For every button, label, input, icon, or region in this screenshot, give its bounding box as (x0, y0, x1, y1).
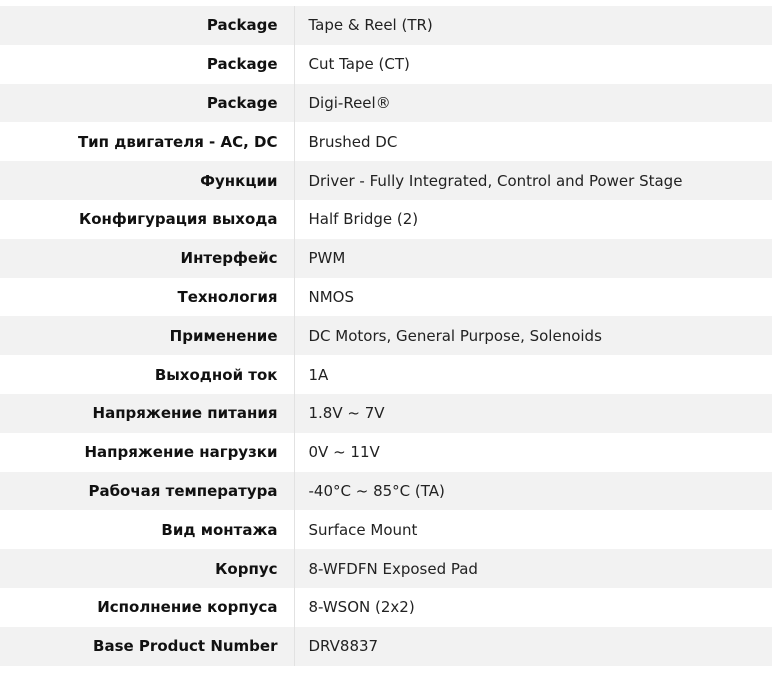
spec-value: 8-WSON (2x2) (308, 598, 415, 617)
spec-label: Напряжение питания (0, 394, 294, 433)
spec-label: Base Product Number (0, 627, 294, 666)
spec-label: Package (0, 6, 294, 45)
spec-value: Surface Mount (308, 520, 418, 539)
spec-row-package-tr (0, 6, 772, 45)
spec-label: Выходной ток (0, 355, 294, 394)
spec-label: Package (0, 45, 294, 84)
spec-label: Интерфейс (0, 239, 294, 278)
spec-row-package-digireel (0, 84, 772, 123)
spec-label: Технология (0, 278, 294, 317)
spec-value: Brushed DC (308, 132, 398, 151)
spec-row-interface (0, 239, 772, 278)
spec-value: Half Bridge (2) (308, 210, 419, 229)
spec-row-mounting-type (0, 510, 772, 549)
spec-row-motor-type (0, 122, 772, 161)
spec-row-output-current (0, 355, 772, 394)
spec-label: Применение (0, 316, 294, 355)
spec-label: Корпус (0, 549, 294, 588)
spec-value: Tape & Reel (TR) (308, 16, 433, 35)
spec-value: Digi-Reel® (308, 93, 391, 112)
spec-row-operating-temperature (0, 472, 772, 511)
spec-value: -40°C ~ 85°C (TA) (308, 481, 445, 500)
spec-label: Исполнение корпуса (0, 588, 294, 627)
spec-row-output-configuration (0, 200, 772, 239)
spec-value: 1A (308, 365, 329, 384)
spec-value: 8-WFDFN Exposed Pad (308, 559, 478, 578)
spec-row-package-ct (0, 45, 772, 84)
spec-value: DC Motors, General Purpose, Solenoids (308, 326, 602, 345)
spec-label: Рабочая температура (0, 472, 294, 511)
spec-value: Driver - Fully Integrated, Control and Power Stage (308, 171, 683, 190)
spec-row-supply-voltage (0, 394, 772, 433)
spec-row-base-product-number (0, 627, 772, 666)
spec-label: Вид монтажа (0, 510, 294, 549)
spec-row-functions (0, 161, 772, 200)
spec-label: Функции (0, 161, 294, 200)
spec-value: NMOS (308, 287, 354, 306)
spec-value: 1.8V ~ 7V (308, 404, 385, 423)
spec-row-applications (0, 316, 772, 355)
spec-row-package-case (0, 549, 772, 588)
spec-row-technology (0, 278, 772, 317)
spec-label: Напряжение нагрузки (0, 433, 294, 472)
spec-value: Cut Tape (CT) (308, 55, 410, 74)
spec-label: Конфигурация выхода (0, 200, 294, 239)
spec-label: Тип двигателя - AC, DC (0, 122, 294, 161)
spec-label: Package (0, 84, 294, 123)
spec-row-load-voltage (0, 433, 772, 472)
specifications-table (0, 6, 772, 666)
spec-value: PWM (308, 249, 346, 268)
spec-value: 0V ~ 11V (308, 443, 380, 462)
spec-value: DRV8837 (308, 637, 379, 656)
spec-row-supplier-device-package (0, 588, 772, 627)
